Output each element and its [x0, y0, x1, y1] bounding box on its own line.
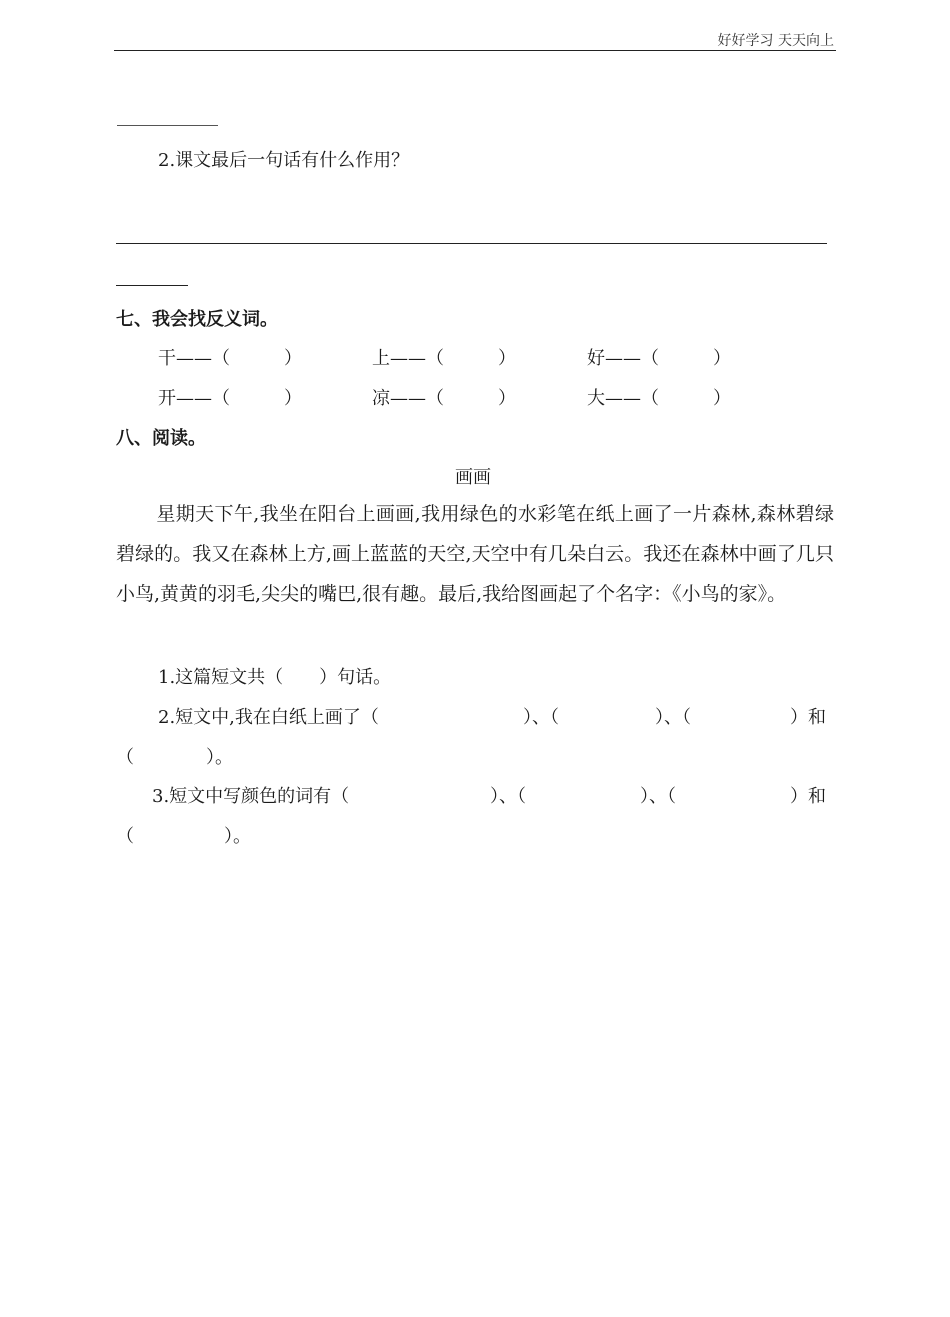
section-8-title: 八、阅读。 [116, 428, 206, 449]
reading-question-2-part: ）、（ [523, 707, 559, 728]
antonym-item: 好——（ ） [587, 348, 731, 369]
reading-question-2-part: ）、（ [655, 707, 691, 728]
header-text: 好好学习 天天向上 [717, 33, 834, 49]
antonym-item: 干——（ ） [158, 348, 302, 369]
antonym-item: 上——（ ） [372, 348, 516, 369]
reading-passage [116, 494, 834, 614]
section-7-title: 七、我会找反义词。 [116, 309, 278, 330]
reading-question-3-part: ）、（ [490, 786, 526, 807]
passage-text: 星期天下午,我坐在阳台上画画,我用绿色的水彩笔在纸上画了一片森林,森林碧绿碧绿的。我又在森林上方,画上蓝蓝的天空,天空中有几朵白云。我还在森林中画了几只小鸟,黄黄的羽毛,尖尖的嘴巴,很有趣。最后,我给图画起了个名字：《小鸟的家》。 [116, 503, 834, 605]
reading-question-3-part: ）和 [790, 786, 826, 807]
antonym-item: 大——（ ） [587, 388, 731, 409]
reading-question-2-part: ）和 [790, 707, 826, 728]
reading-question-2-part: 2.短文中,我在白纸上画了（ [158, 707, 379, 728]
reading-question-3-part: 3.短文中写颜色的词有（ [152, 786, 350, 807]
reading-question-1: 1.这篇短文共（ ）句话。 [158, 667, 392, 688]
question-2: 2.课文最后一句话有什么作用？ [158, 150, 410, 171]
header-rule [114, 50, 836, 51]
answer-line-long [116, 243, 827, 244]
reading-question-3-part: ）、（ [640, 786, 676, 807]
reading-question-3-cont: （ ）。 [116, 826, 251, 847]
answer-line-end [116, 285, 188, 286]
antonym-item: 开——（ ） [158, 388, 302, 409]
antonym-item: 凉——（ ） [372, 388, 516, 409]
passage-title: 画画 [455, 467, 491, 488]
answer-line-short [117, 125, 218, 126]
reading-question-2-cont: （ ）。 [116, 747, 233, 768]
